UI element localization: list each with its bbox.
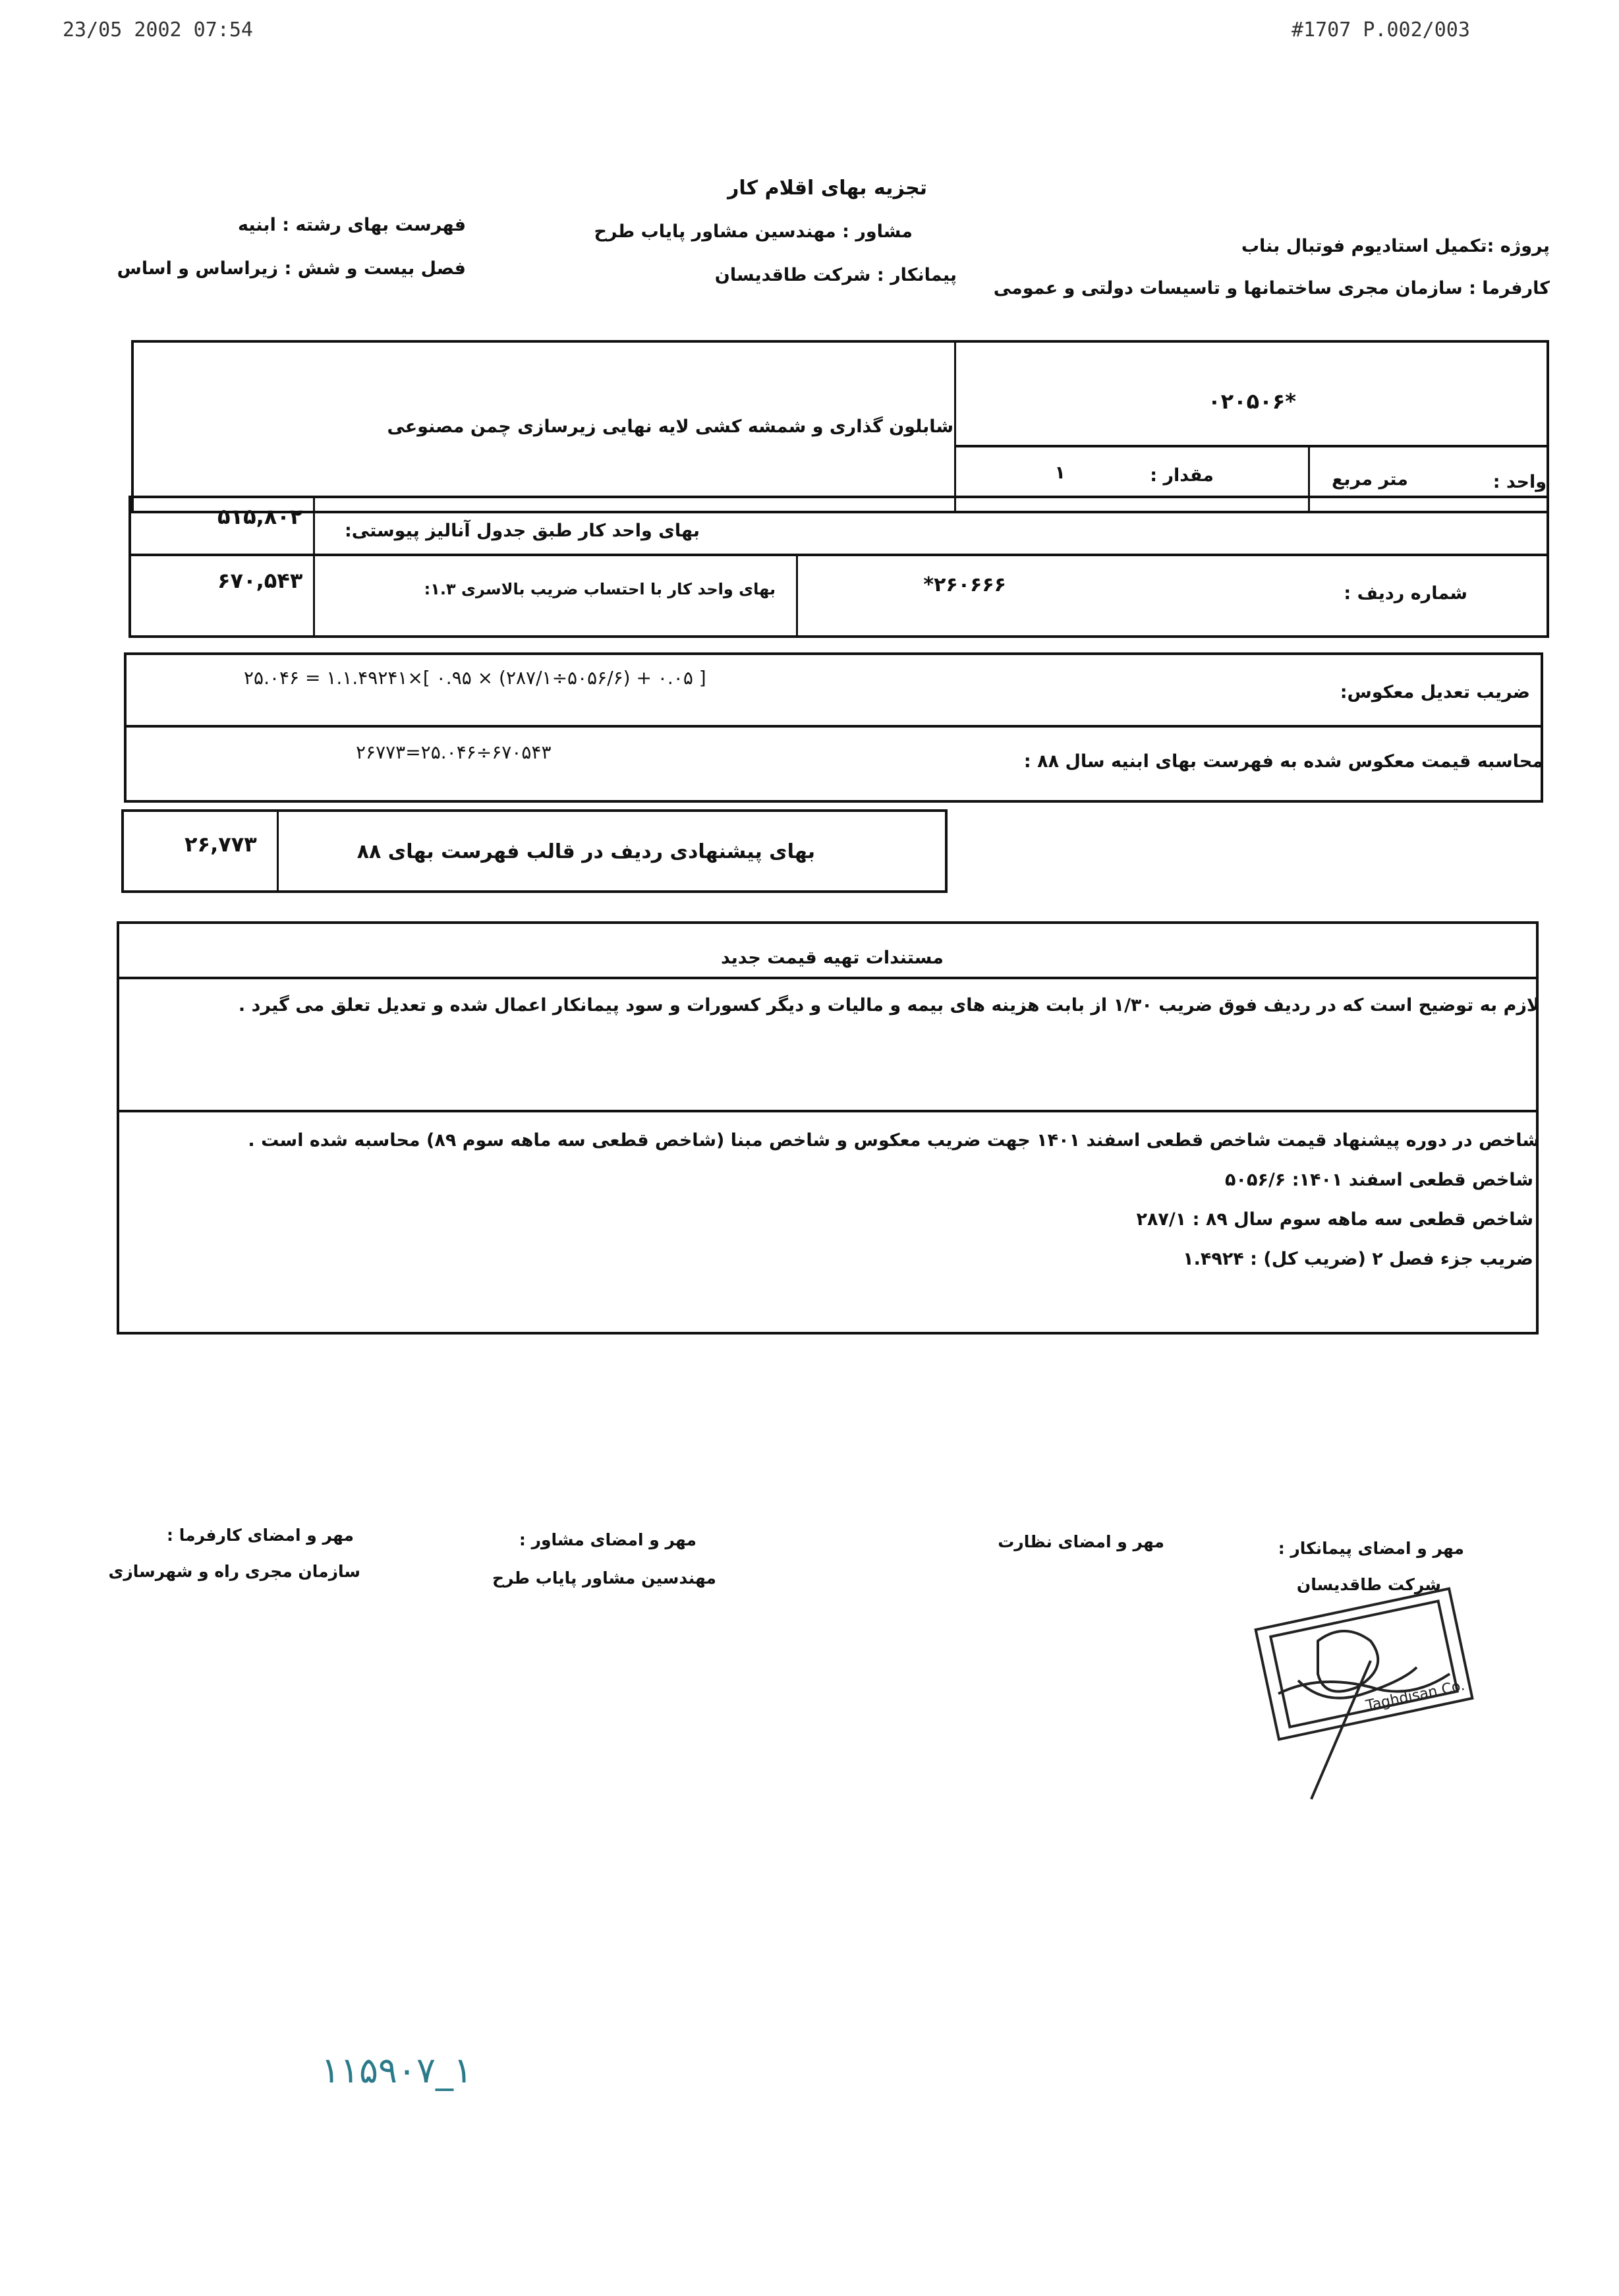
- overhead-value: ۶۷۰,۵۴۳: [217, 568, 303, 593]
- employer-name: سازمان مجری راه و شهرسازی: [108, 1562, 360, 1581]
- consultant-name: مهندسین مشاور پایاب طرح: [492, 1568, 716, 1588]
- unit-value: متر مربع: [1331, 469, 1408, 490]
- overhead-row: [128, 554, 1549, 638]
- proposed-price-label: بهای پیشنهادی ردیف در قالب فهرست بهای ۸۸: [356, 840, 815, 863]
- documents-note: لازم به توضیح است که در ردیف فوق ضریب ۱/۳۰ از بابت هزینه های بیمه و مالیات و دیگر کسورات و سود پیمانکار اعمال شده و تعدیل تعلق می گیرد .: [238, 995, 1540, 1016]
- divider: [954, 340, 956, 513]
- consultant-signature-label: مهر و امضای مشاور :: [519, 1530, 696, 1549]
- divider: [796, 554, 798, 638]
- supervision-signature-label: مهر و امضای نظارت: [998, 1532, 1164, 1551]
- item-description: شابلون گذاری و شمشه کشی لایه نهایی زیرسازی چمن مصنوعی: [387, 416, 953, 437]
- consultant-field: مشاور : مهندسین مشاور پایاب طرح: [594, 221, 913, 242]
- divider: [117, 1110, 1539, 1112]
- stamp-text: Taghdisan Co.: [1364, 1677, 1467, 1715]
- reverse-coef-label: ضریب تعدیل معکوس:: [1340, 682, 1530, 703]
- employer-signature-label: مهر و امضای کارفرما :: [167, 1526, 354, 1545]
- chapter-field: فصل بیست و شش : زیراساس و اساس: [117, 258, 466, 279]
- unit-label: واحد :: [1492, 472, 1547, 492]
- handwritten-number: ۱۱۵۹۰۷_۱: [321, 2050, 473, 2091]
- row-number-value: ۲۶۰۶۶۶*: [923, 573, 1006, 596]
- reverse-calc-formula: ۶۷۰۵۴۳÷۲۵.۰۴۶=۲۶۷۷۳: [356, 741, 552, 763]
- documents-line: شاخص قطعی سه ماهه سوم سال ۸۹ : ۲۸۷/۱: [1136, 1209, 1533, 1230]
- price-list-field: فهرست بهای رشته : ابنیه: [238, 215, 466, 235]
- fax-datetime: 23/05 2002 07:54: [63, 18, 253, 42]
- divider: [124, 725, 1543, 728]
- unit-price-label: بهای واحد کار طبق جدول آنالیز پیوستی:: [344, 521, 700, 541]
- page-title: تجزیه بهای اقلام کار: [727, 177, 927, 200]
- unit-price-row: [128, 496, 1549, 556]
- quantity-value: ۱: [1054, 463, 1065, 483]
- proposed-price-value: ۲۶,۷۷۳: [185, 832, 257, 857]
- reverse-calc-label: محاسبه قیمت معکوس شده به فهرست بهای ابنیه سال ۸۸ :: [1023, 751, 1543, 772]
- divider: [954, 445, 1549, 447]
- documents-line: ضریب جزء فصل ۲ (ضریب کل) : ۱.۴۹۲۴: [1183, 1249, 1533, 1269]
- row-number-label: شماره ردیف :: [1344, 583, 1467, 604]
- documents-heading: مستندات تهیه قیمت جدید: [721, 948, 944, 968]
- quantity-label: مقدار :: [1150, 465, 1214, 486]
- contractor-name: شرکت طاقدیسان: [1296, 1575, 1441, 1594]
- documents-line: شاخص قطعی اسفند ۱۴۰۱: ۵۰۵۶/۶: [1225, 1170, 1533, 1190]
- divider: [277, 809, 279, 893]
- reverse-coef-formula: [ ۰.۰۵ + (۵۰۵۶/۶÷۲۸۷/۱) × ۰.۹۵ ]×۱.۱.۴۹۲۴۱ = ۲۵.۰۴۶: [244, 667, 706, 689]
- item-code: *۰۲۰۵۰۶: [1208, 389, 1296, 414]
- unit-price-value: ۵۱۵,۸۰۲: [217, 504, 303, 529]
- fax-page-info: #1707 P.002/003: [1292, 18, 1470, 42]
- documents-line: شاخص در دوره پیشنهاد قیمت شاخص قطعی اسفند ۱۴۰۱ جهت ضریب معکوس و شاخص مبنا (شاخص قطعی سه ماهه سوم ۸۹) محاسبه شده است .: [248, 1130, 1540, 1151]
- contractor-field: پیمانکار : شرکت طاقدیسان: [714, 265, 957, 285]
- project-field: پروژه :تکمیل استادیوم فوتبال بناب: [1241, 236, 1550, 256]
- employer-field: کارفرما : سازمان مجری ساختمانها و تاسیسات دولتی و عمومی: [993, 278, 1550, 299]
- contractor-signature-label: مهر و امضای پیمانکار :: [1278, 1539, 1464, 1558]
- company-stamp: [1239, 1582, 1489, 1806]
- divider: [117, 977, 1539, 979]
- overhead-label: بهای واحد کار با احتساب ضریب بالاسری ۱.۳:: [424, 580, 776, 598]
- documents-box: [117, 921, 1539, 1335]
